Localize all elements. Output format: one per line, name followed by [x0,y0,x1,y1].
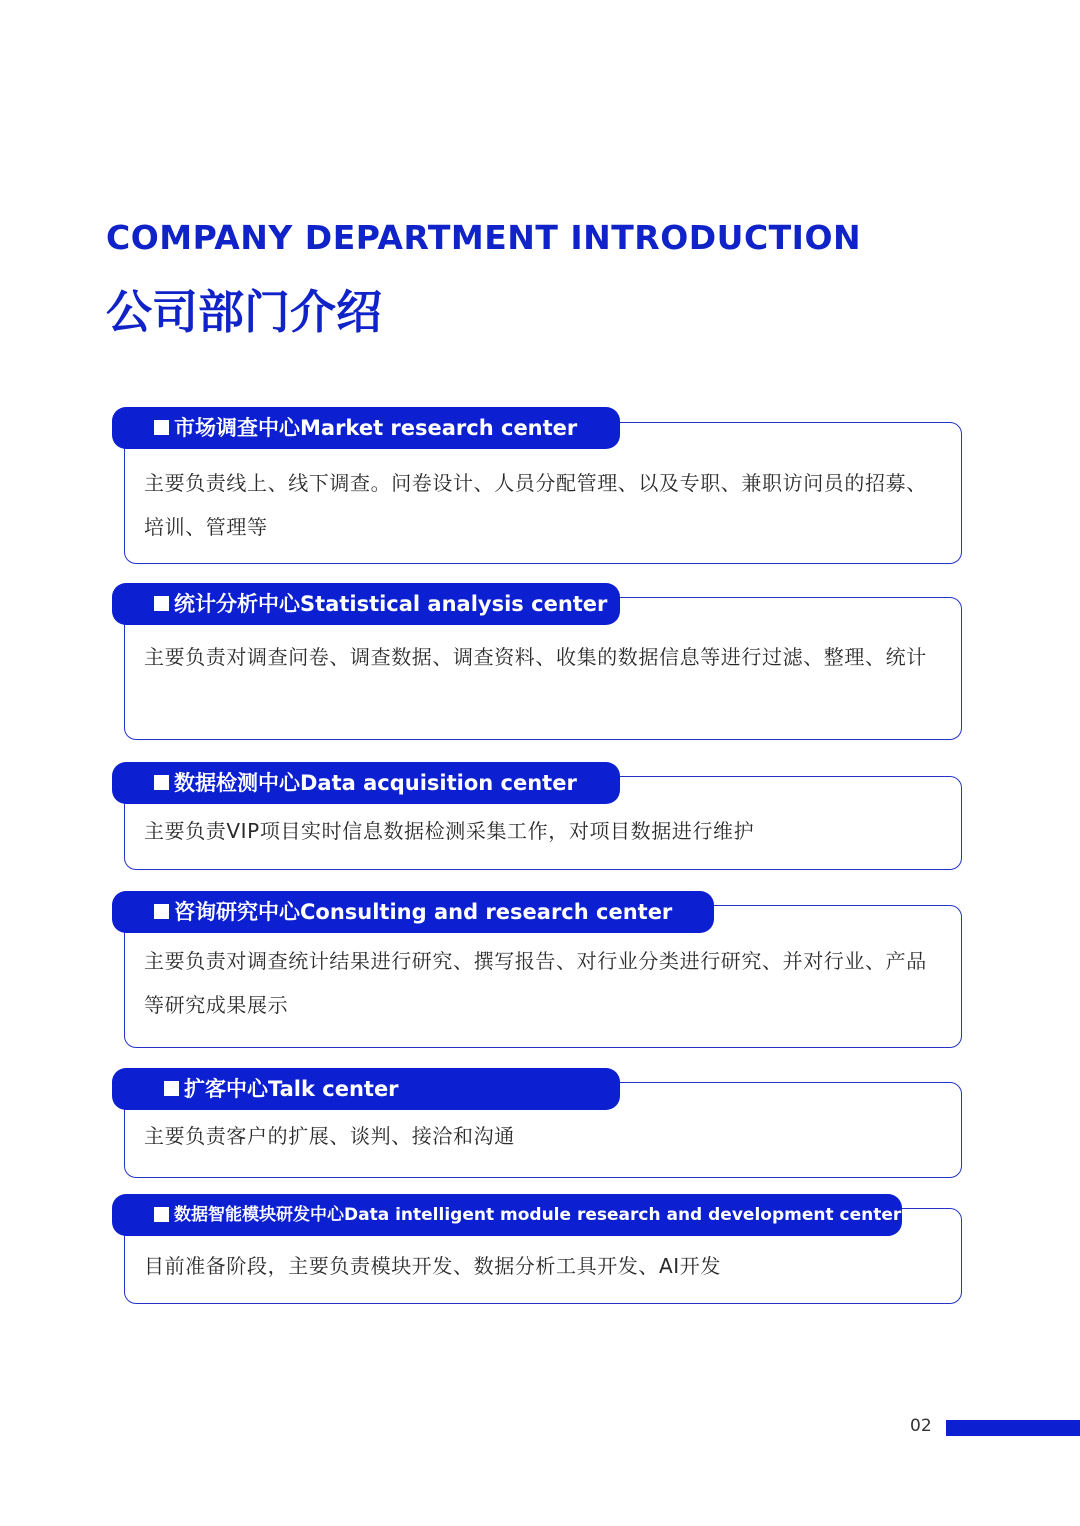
department-tab [112,891,714,933]
department-description: 主要负责对调查统计结果进行研究、撰写报告、对行业分类进行研究、并对行业、产品等研究成果展示 [144,949,927,1017]
department-description: 目前准备阶段，主要负责模块开发、数据分析工具开发、AI开发 [144,1254,721,1278]
square-bullet-icon [154,596,169,611]
square-bullet-icon [154,904,169,919]
square-bullet-icon [154,775,169,790]
department-description: 主要负责线上、线下调查。问卷设计、人员分配管理、以及专职、兼职访问员的招募、培训、管理等 [144,471,927,539]
department-title: 数据智能模块研发中心Data intelligent module research and development center [174,1205,902,1225]
department-title: 数据检测中心Data acquisition center [174,771,577,795]
square-bullet-icon [164,1081,179,1096]
department-title: 扩客中心Talk center [184,1077,399,1101]
department-tab [112,583,620,625]
page-title-en: COMPANY DEPARTMENT INTRODUCTION [106,218,862,257]
department-title: 市场调查中心Market research center [174,416,578,440]
department-tab [112,762,620,804]
square-bullet-icon [154,420,169,435]
department-tab [112,1068,620,1110]
department-description: 主要负责VIP项目实时信息数据检测采集工作，对项目数据进行维护 [144,819,755,843]
department-description: 主要负责客户的扩展、谈判、接洽和沟通 [144,1124,515,1148]
department-title: 咨询研究中心Consulting and research center [174,900,673,924]
page-number: 02 [910,1416,932,1436]
department-description: 主要负责对调查问卷、调查数据、调查资料、收集的数据信息等进行过滤、整理、统计 [144,645,927,669]
department-tab [112,1194,902,1236]
page-title-cn: 公司部门介绍 [106,285,382,339]
square-bullet-icon [154,1207,169,1222]
department-title: 统计分析中心Statistical analysis center [174,592,608,616]
department-tab [112,407,620,449]
page-number-bar [946,1420,1080,1436]
